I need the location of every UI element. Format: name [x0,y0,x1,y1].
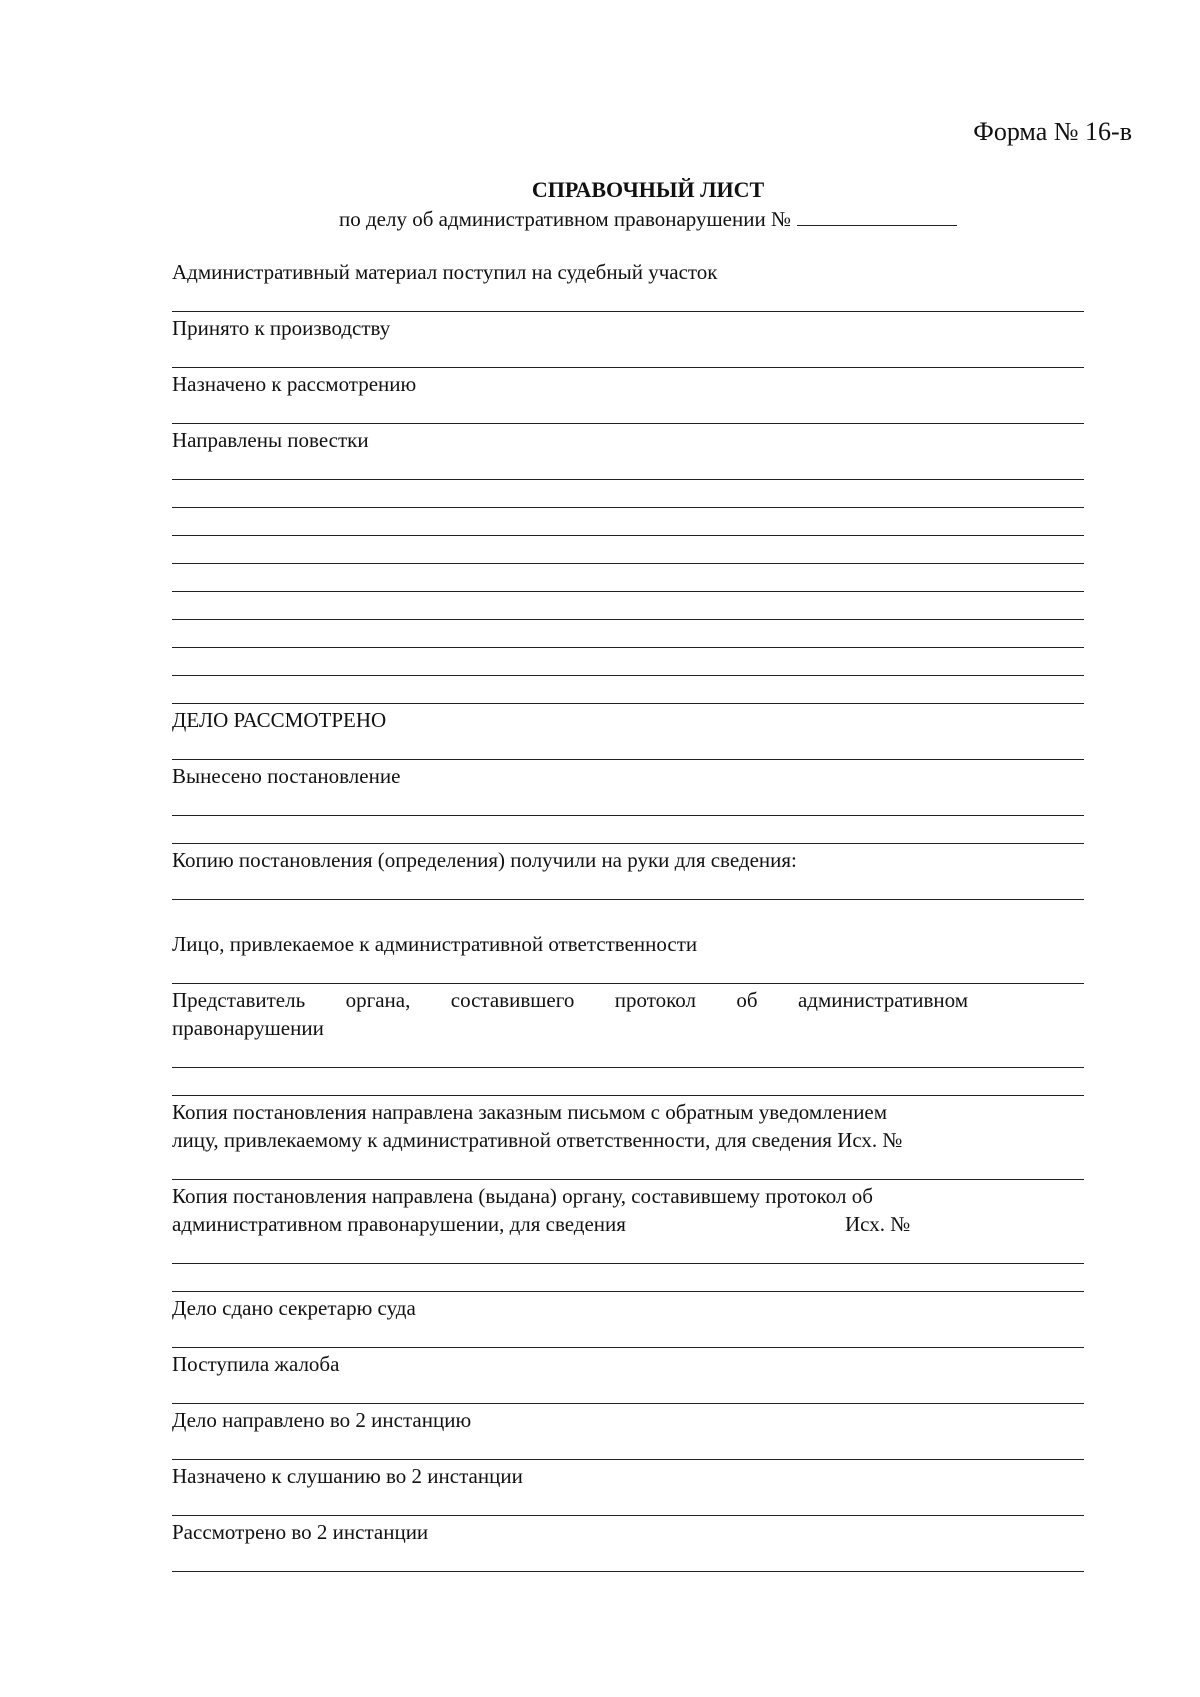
summons-line-8[interactable] [172,675,1084,676]
copy-received-label: Копию постановления (определения) получили на руки для сведения: [172,848,797,872]
case-number-field[interactable] [797,205,957,226]
form-number: Форма № 16-в [973,117,1132,146]
considered-second-instance-label: Рассмотрено во 2 инстанции [172,1520,429,1544]
representative-line-1[interactable] [172,1067,1084,1068]
subtitle-text: по делу об административном правонарушении № [338,207,791,231]
to-secretary-line[interactable] [172,1347,1084,1348]
case-considered-line[interactable] [172,759,1084,760]
person-label: Лицо, привлекаемое к административной ответственности [172,932,698,956]
copy-received-line[interactable] [172,899,1084,900]
summons-line-4[interactable] [172,563,1084,564]
summons-line-9[interactable] [172,703,1084,704]
to-secretary-label: Дело сдано секретарю суда [172,1296,416,1320]
representative-label-line1: Представитель органа, составившего протокол об административном [172,988,968,1012]
scheduled-line[interactable] [172,423,1084,424]
case-considered-label: ДЕЛО РАССМОТРЕНО [172,708,387,732]
page-title: СПРАВОЧНЫЙ ЛИСТ [531,177,765,202]
summons-line-1[interactable] [172,479,1084,480]
copy-mailed-label-line2: лицу, привлекаемому к административной ответственности, для сведения Исх. № [172,1128,903,1152]
ruling-line-2[interactable] [172,843,1084,844]
copy-issued-label-line2b: Исх. № [845,1212,911,1236]
copy-mailed-line[interactable] [172,1179,1084,1180]
scheduled-label: Назначено к рассмотрению [172,372,417,396]
complaint-line[interactable] [172,1403,1084,1404]
received-label: Административный материал поступил на судебный участок [172,260,718,284]
considered-second-instance-line[interactable] [172,1571,1084,1572]
ruling-label: Вынесено постановление [172,764,401,788]
accepted-line[interactable] [172,367,1084,368]
hearing-second-instance-label: Назначено к слушанию во 2 инстанции [172,1464,523,1488]
copy-issued-line-1[interactable] [172,1263,1084,1264]
summons-line-2[interactable] [172,507,1084,508]
ruling-line-1[interactable] [172,815,1084,816]
received-line[interactable] [172,311,1084,312]
representative-line-2[interactable] [172,1095,1084,1096]
copy-mailed-label-line1: Копия постановления направлена заказным письмом с обратным уведомлением [172,1100,888,1124]
copy-issued-label-line1: Копия постановления направлена (выдана) органу, составившему протокол об [172,1184,873,1208]
summons-line-7[interactable] [172,647,1084,648]
person-line[interactable] [172,983,1084,984]
summons-label: Направлены повестки [172,428,369,452]
to-second-instance-label: Дело направлено во 2 инстанцию [172,1408,472,1432]
copy-issued-label-line2a: административном правонарушении, для сведения [172,1212,626,1236]
complaint-label: Поступила жалоба [172,1352,340,1376]
page-subtitle [0,205,1200,233]
accepted-label: Принято к производству [172,316,391,340]
summons-line-3[interactable] [172,535,1084,536]
summons-line-5[interactable] [172,591,1084,592]
representative-label-line2: правонарушении [172,1016,324,1040]
copy-issued-line-2[interactable] [172,1291,1084,1292]
hearing-second-instance-line[interactable] [172,1515,1084,1516]
to-second-instance-line[interactable] [172,1459,1084,1460]
summons-line-6[interactable] [172,619,1084,620]
